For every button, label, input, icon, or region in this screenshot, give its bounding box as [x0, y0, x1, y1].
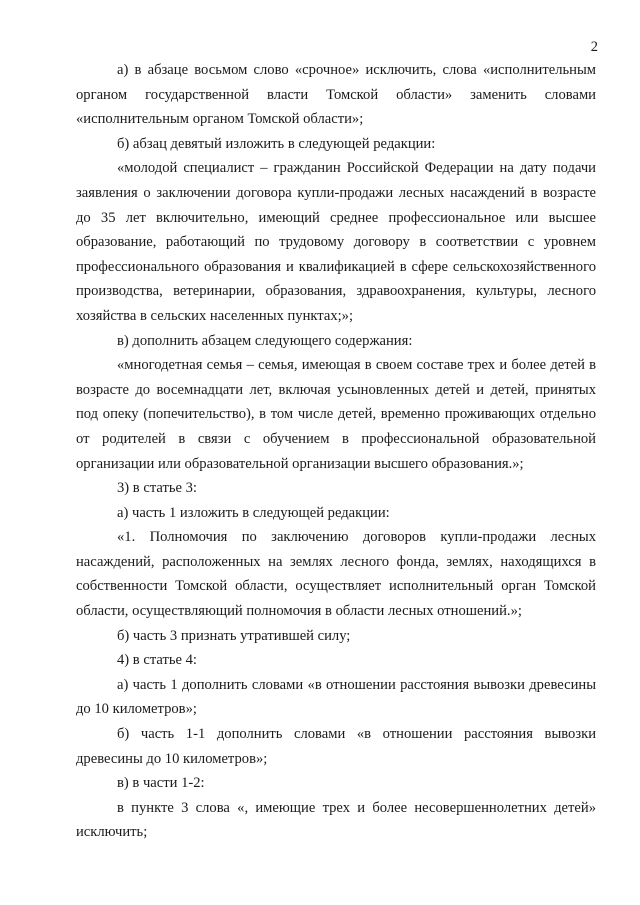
paragraph-13: в) в части 1-2:	[117, 775, 205, 792]
paragraph-8: «1. Полномочия по заключению договоров купли-продажи лесных насаждений, расположенных на землях лесного фонда, землях, находящихся в собственности Томской области, осуществляет исполнительный орган Томской области, осуществляющий полномочия в области лесных отношений.»;	[76, 529, 596, 620]
paragraph-5: «многодетная семья – семья, имеющая в своем составе трех и более детей в возрасте до восемнадцати лет, включая усыновленных детей и детей, принятых под опеку (попечительство), в том числе детей, временно проживающих отдельно от родителей в связи с обучением в профессиональной образовательной организации или образовательной организации высшего образования.»;	[76, 357, 596, 472]
paragraph-14: в пункте 3 слова «, имеющие трех и более несовершеннолетних детей» исключить;	[76, 799, 596, 841]
paragraph-7: а) часть 1 изложить в следующей редакции:	[117, 504, 390, 521]
paragraph-9: б) часть 3 признать утратившей силу;	[117, 627, 351, 644]
paragraph-12: б) часть 1-1 дополнить словами «в отношении расстояния вывозки древесины до 10 километров»;	[76, 726, 596, 767]
paragraph-10: 4) в статье 4:	[117, 652, 197, 669]
paragraph-11: а) часть 1 дополнить словами «в отношении расстояния вывозки древесины до 10 километров»;	[76, 676, 596, 718]
paragraph-3: «молодой специалист – гражданин Российской Федерации на дату подачи заявления о заключении договора купли-продажи лесных насаждений в возрасте до 35 лет включительно, имеющий среднее профессиональное или высшее образование, работающий по трудовому договору в соответствии с уровнем профессионального образования и квалификацией в сфере сельскохозяйственного производства, ветеринарии, образования, здравоохранения, культуры, лесного хозяйства в сельских населенных пунктах;»;	[76, 160, 596, 324]
page-number: 2	[590, 39, 598, 55]
paragraph-4: в) дополнить абзацем следующего содержания:	[117, 332, 413, 349]
paragraph-2: б) абзац девятый изложить в следующей редакции:	[117, 135, 436, 152]
document-body	[76, 58, 596, 845]
paragraph-1: а) в абзаце восьмом слово «срочное» исключить, слова «исполнительным органом государственной власти Томской области» заменить словами «исполнительным органом Томской области»;	[76, 62, 596, 128]
paragraph-6: 3) в статье 3:	[117, 480, 197, 497]
